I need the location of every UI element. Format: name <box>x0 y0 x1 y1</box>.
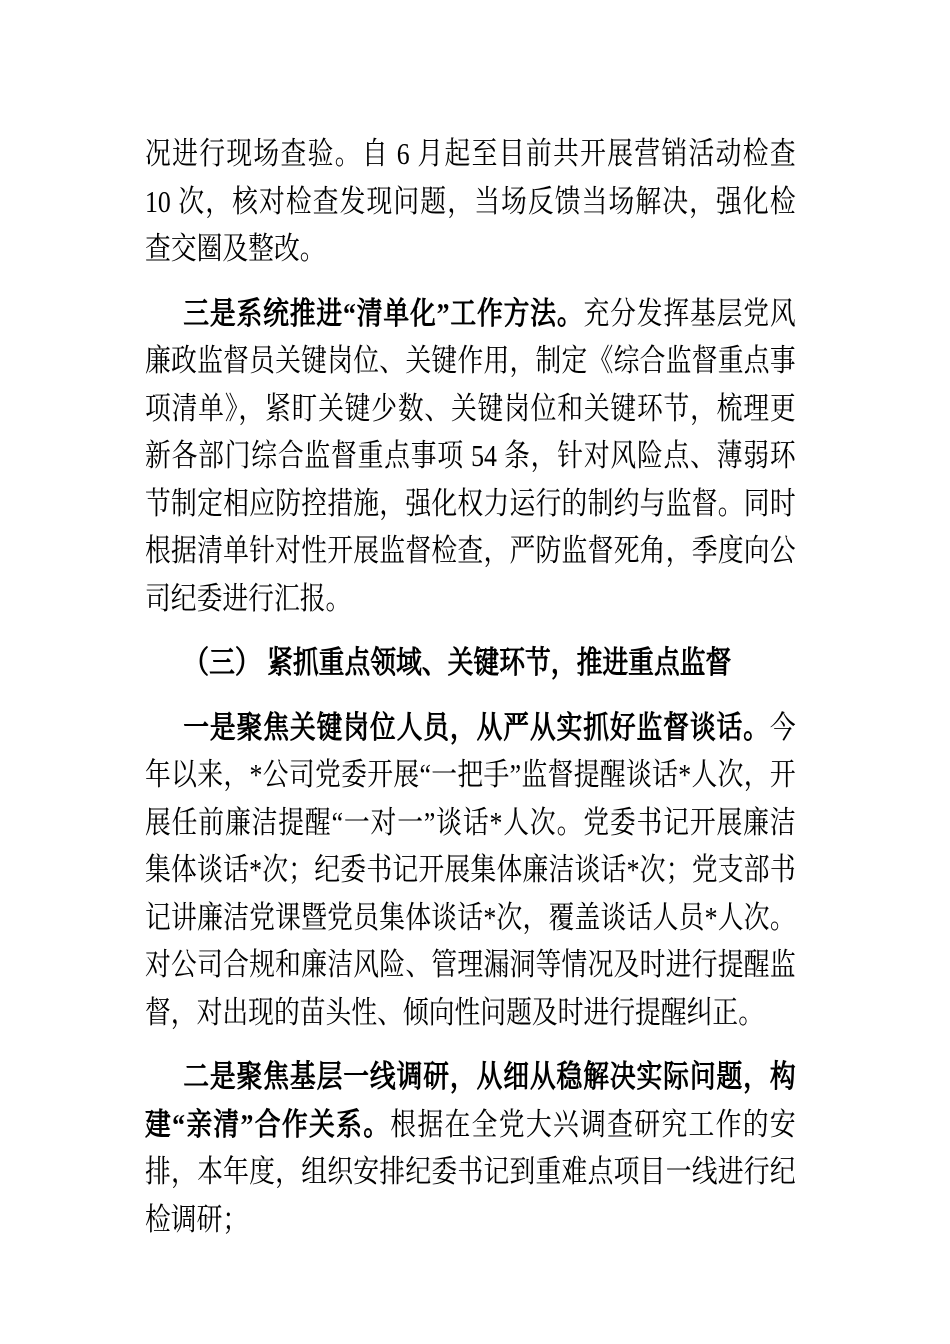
section-heading-three-text: （三） 紧抓重点领域、关键环节，推进重点监督 <box>183 645 732 680</box>
paragraph-item-three-lead: 三是系统推进“清单化”工作方法。 <box>183 295 584 331</box>
paragraph-item-one <box>145 704 796 1037</box>
paragraph-item-one-lead: 一是聚焦关键岗位人员，从严从实抓好监督谈话。 <box>183 709 770 745</box>
paragraph-continuation <box>145 130 796 273</box>
section-heading-three <box>145 639 796 687</box>
paragraph-item-three <box>145 290 796 623</box>
paragraph-item-two-text: 根据在全党大兴调查研究工作的安排，本年度，组织安排纪委书记到重难点项目一线进行纪检调研； <box>145 1106 796 1237</box>
document-text-block <box>145 130 796 1260</box>
paragraph-item-two <box>145 1053 796 1243</box>
paragraph-item-one-text: 今年以来，*公司党委开展“一把手”监督提醒谈话*人次，开展任前廉洁提醒“一对一”谈话*人次。党委书记开展廉洁集体谈话*次；纪委书记开展集体廉洁谈话*次；党支部书记讲廉洁党课暨党员集体谈话*次，覆盖谈话人员*人次。对公司合规和廉洁风险、管理漏洞等情况及时进行提醒监督，对出现的苗头性、倾向性问题及时进行提醒纠正。 <box>145 709 796 1030</box>
paragraph-continuation-text: 况进行现场查验。自 6 月起至目前共开展营销活动检查 10 次，核对检查发现问题，当场反馈当场解决，强化检查交圈及整改。 <box>145 136 796 266</box>
paragraph-item-three-text: 充分发挥基层党风廉政监督员关键岗位、关键作用，制定《综合监督重点事项清单》，紧盯关键少数、关键岗位和关键环节，梳理更新各部门综合监督重点事项 54 条，针对风险点、薄弱环节制定相应防控措施，强化权力运行的制约与监督。同时根据清单针对性开展监督检查，严防监督死角，季度向公司纪委进行汇报。 <box>145 295 796 616</box>
paragraph-item-two-lead: 二是聚焦基层一线调研，从细从稳解决实际问题，构建“亲清”合作关系。 <box>145 1059 796 1142</box>
